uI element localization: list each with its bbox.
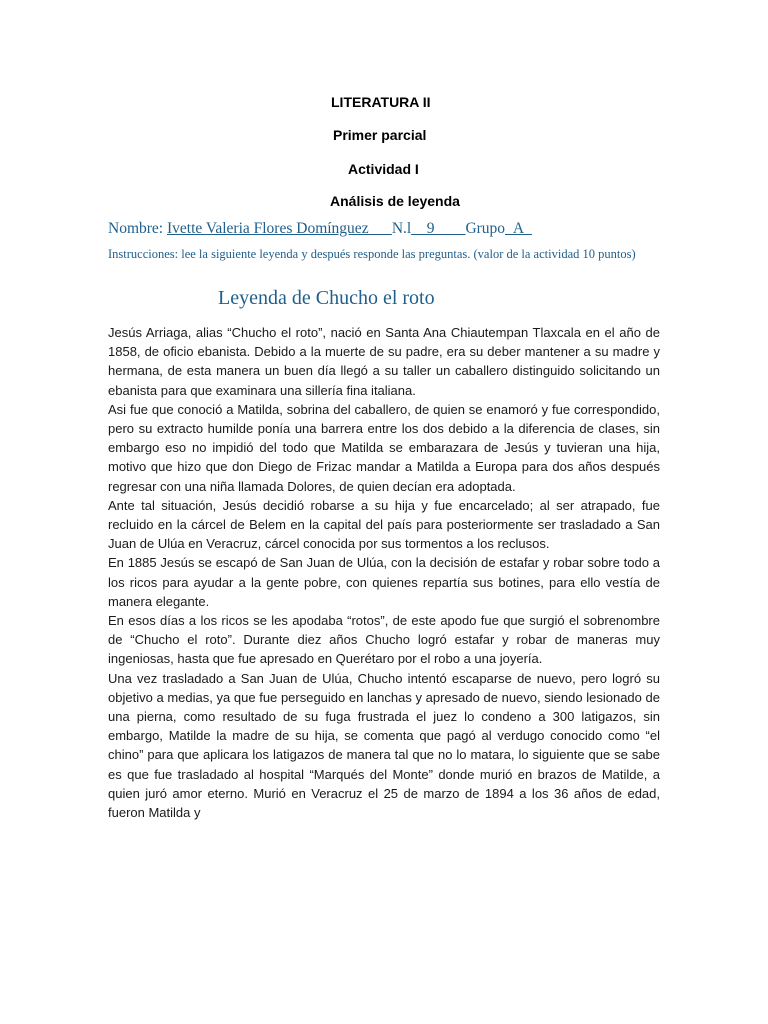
list-number-value: __9____ bbox=[411, 220, 466, 237]
group-value: _A_ bbox=[505, 220, 532, 237]
paragraph: Ante tal situación, Jesús decidió robarse a su hija y fue encarcelado; al ser atrapado, fue recluido en la cárcel de Belem en la capital del país para posteriormente ser trasladado a San Juan de Ulúa en Veracruz, cárcel conocida por sus tormentos a los reclusos. bbox=[108, 497, 660, 552]
paragraph: Asi fue que conoció a Matilda, sobrina del caballero, de quien se enamoró y fue correspondido, pero su extracto humilde ponía una barrera entre los dos debido a la diferencia de clases, sin embargo eso no impidió del todo que Matilda se embarazara de Jesús y tuvieran una hija, motivo que hizo que don Diego de Frizac mandar a Matilda a Europa para dos años después regresar con una niña llamada Dolores, de quien decían era adoptada. bbox=[108, 401, 660, 494]
paragraph: En 1885 Jesús se escapó de San Juan de Ulúa, con la decisión de estafar y robar sobre todo a los ricos para ayudar a la gente pobre, con quienes repartía sus botines, para ello vestía de manera elegante. bbox=[108, 555, 660, 609]
legend-title: Leyenda de Chucho el roto bbox=[218, 287, 435, 309]
student-name: Ivette Valeria Flores Domínguez bbox=[166, 220, 369, 237]
paragraph: Jesús Arriaga, alias “Chucho el roto”, nació en Santa Ana Chiautempan Tlaxcala en el año de 1858, de oficio ebanista. Debido a la muerte de su padre, era su deber mantener a su madre y hermana, de esta manera un buen día llegó a su taller un caballero distinguido solicitando un ebanista para que examinara una sillería fina italiana. bbox=[108, 325, 660, 398]
student-info-line bbox=[108, 220, 532, 238]
legend-body bbox=[108, 323, 660, 822]
activity-label: Actividad I bbox=[348, 161, 419, 177]
instructions: Instrucciones: lee la siguiente leyenda y después responde las preguntas. (valor de la actividad 10 puntos) bbox=[108, 247, 636, 261]
paragraph: En esos días a los ricos se les apodaba “rotos”, de este apodo fue que surgió el sobrenombre de “Chucho el roto”. Durante diez años Chucho logró estafar y robar de maneras muy ingeniosas, hasta que fue apresado en Querétaro por el robo a una joyería. bbox=[108, 613, 660, 667]
group-label: Grupo bbox=[465, 220, 506, 237]
exam-period: Primer parcial bbox=[333, 127, 427, 143]
student-name-label: Nombre: bbox=[108, 220, 167, 237]
paragraph: Una vez trasladado a San Juan de Ulúa, Chucho intentó escaparse de nuevo, pero logró su objetivo a medias, ya que fue perseguido en lanchas y apresado de nuevo, siendo lesionado de una pierna, como resultado de su fuga frustrada el juez lo condeno a 300 latigazos, sin embargo, Matilde la madre de su hija, se comenta que pagó al verdugo conocido como “el chino” para que aplicara los latigazos de manera tal que no lo matara, lo siguiente que se sabe es que fue trasladado al hospital “Marqués del Monte” donde murió en brazos de Matilde, a quien juró amor eterno. Murió en Veracruz el 25 de marzo de 1894 a los 36 años de edad, fueron Matilda y bbox=[108, 670, 660, 821]
course-title: LITERATURA II bbox=[331, 94, 431, 110]
activity-title: Análisis de leyenda bbox=[330, 193, 460, 209]
student-name-blank: __ bbox=[368, 220, 392, 237]
list-number-label: N.l bbox=[391, 220, 412, 237]
